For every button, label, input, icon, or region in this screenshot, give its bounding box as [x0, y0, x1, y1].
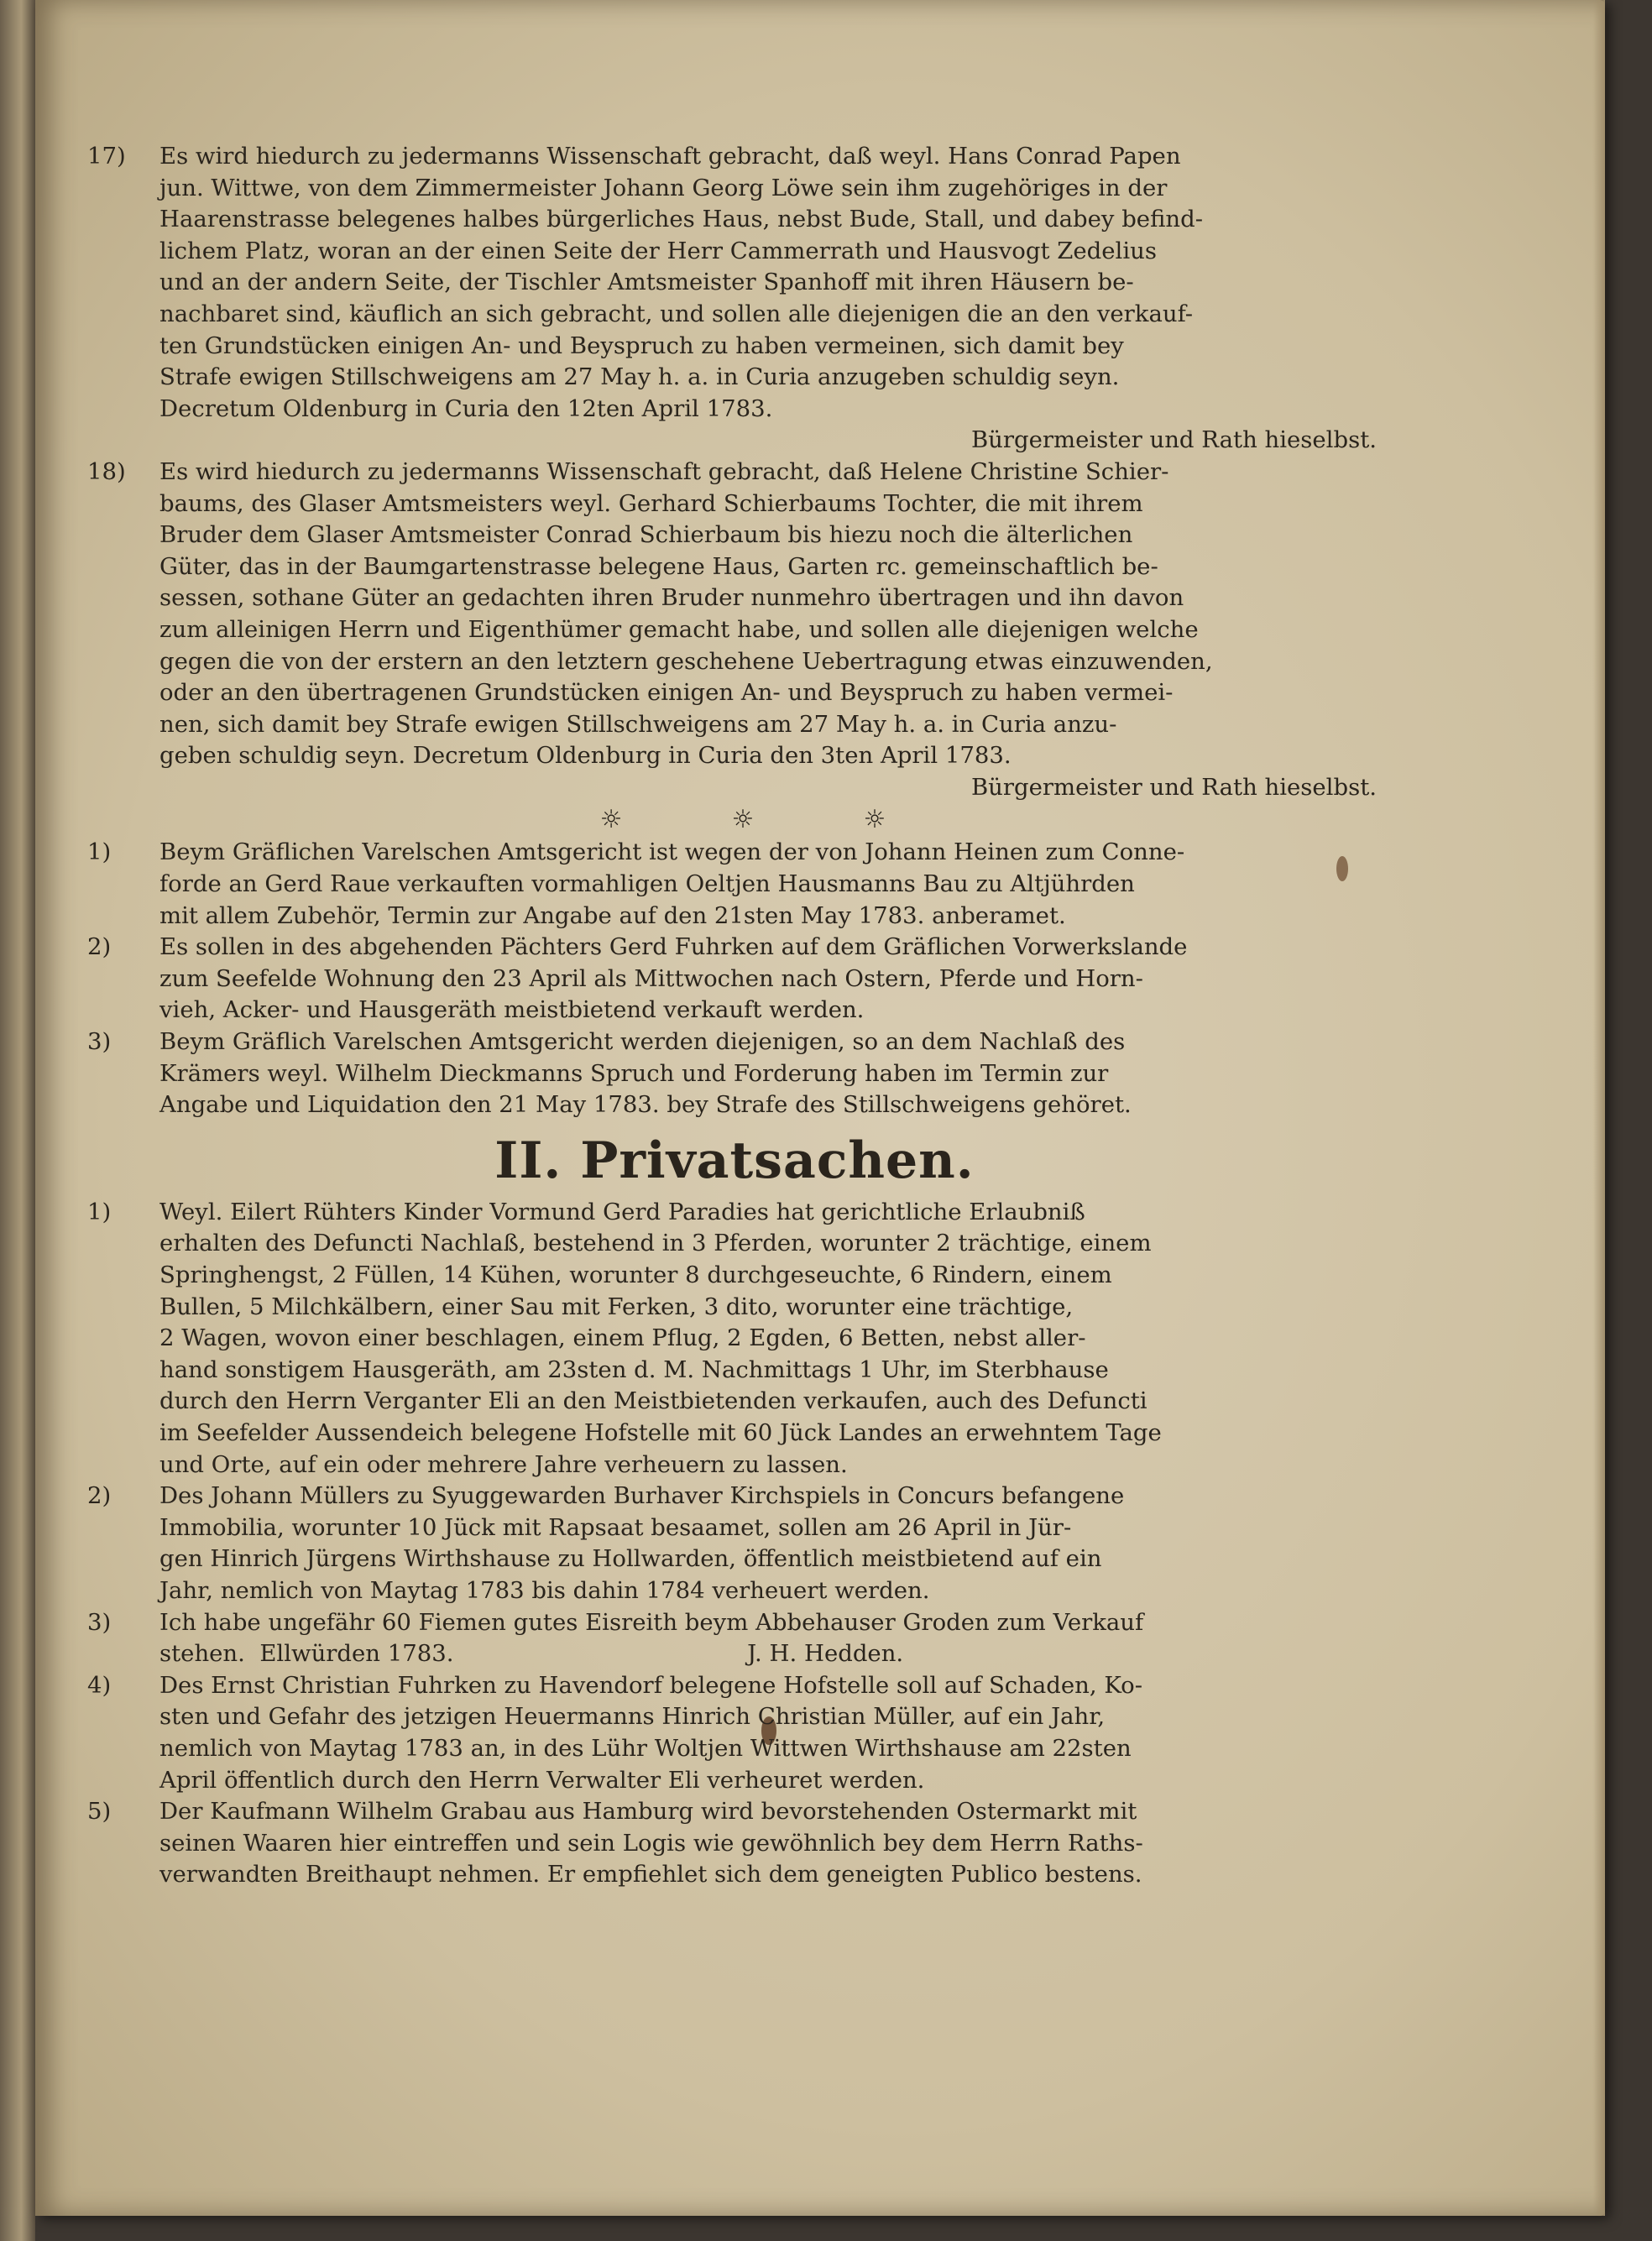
- text-line: nachbaret sind, käuflich an sich gebracht, und sollen alle diejenigen die an den verkauf-: [159, 300, 1194, 327]
- text-line: Es sollen in des abgehenden Pächters Gerd Fuhrken auf dem Gräflichen Vorwerkslande: [159, 933, 1188, 961]
- decree-line: Decretum Oldenburg in Curia den 12ten April 1783.: [159, 394, 773, 422]
- text-line: Des Johann Müllers zu Syuggewarden Burhaver Kirchspiels in Concurs befangene: [159, 1482, 1125, 1510]
- private-notice-4: [87, 1670, 1402, 1796]
- entry-number: 2): [87, 1482, 112, 1510]
- text-line: Beym Gräflich Varelschen Amtsgericht werden diejenigen, so an dem Nachlaß des: [159, 1028, 1126, 1056]
- text-line: Ich habe ungefähr 60 Fiemen gutes Eisreith beym Abbehauser Groden zum Verkauf: [159, 1608, 1144, 1636]
- varel-notice-1: [87, 837, 1402, 932]
- text-line: und an der andern Seite, der Tischler Amtsmeister Spanhoff mit ihren Häusern be-: [159, 269, 1134, 296]
- entry-number: 5): [87, 1798, 112, 1826]
- section-heading: II. Privatsachen.: [494, 1131, 975, 1190]
- varel-notice-2: [87, 932, 1402, 1026]
- text-line: erhalten des Defuncti Nachlaß, bestehend in 3 Pferden, worunter 2 trächtige, einem: [159, 1230, 1152, 1257]
- entry-number: 1): [87, 838, 112, 866]
- text-line: Immobilia, worunter 10 Jück mit Rapsaat besaamet, sollen am 26 April in Jür-: [159, 1513, 1072, 1541]
- entry-number: 18): [87, 457, 126, 485]
- entry-number: 1): [87, 1198, 112, 1225]
- sun-ornament-icon: ☼: [599, 805, 623, 835]
- signature: Bürgermeister und Rath hieselbst.: [970, 773, 1377, 801]
- text-line: sessen, sothane Güter an gedachten ihren Bruder nunmehro übertragen und ihn davon: [159, 584, 1184, 612]
- private-notice-2: [87, 1481, 1402, 1606]
- entry-number: 3): [87, 1608, 112, 1636]
- entry-number: 3): [87, 1028, 112, 1056]
- notice-17: [87, 141, 1402, 394]
- text-line: geben schuldig seyn. Decretum Oldenburg in Curia den 3ten April 1783.: [159, 742, 1012, 770]
- text-line: ten Grundstücken einigen An- und Beyspruch zu haben vermeinen, sich damit bey: [159, 332, 1124, 359]
- entry-number: 4): [87, 1671, 112, 1699]
- text-line: Bruder dem Glaser Amtsmeister Conrad Schierbaum bis hiezu noch die älterlichen: [159, 521, 1133, 549]
- text-line: Der Kaufmann Wilhelm Grabau aus Hamburg wird bevorstehenden Ostermarkt mit: [159, 1798, 1137, 1826]
- sun-ornament-icon: ☼: [731, 805, 755, 835]
- text-line: im Seefelder Aussendeich belegene Hofstelle mit 60 Jück Landes an erwehntem Tage: [159, 1418, 1162, 1446]
- ornament-divider: [118, 803, 1402, 837]
- text-line: durch den Herrn Verganter Eli an den Meistbietenden verkaufen, auch des Defuncti: [159, 1387, 1148, 1415]
- page-edge-shadow: [1593, 0, 1605, 2216]
- varel-notice-3: [87, 1026, 1402, 1121]
- text-line: baums, des Glaser Amtsmeisters weyl. Gerhard Schierbaums Tochter, die mit ihrem: [159, 489, 1143, 517]
- text-line: Bullen, 5 Milchkälbern, einer Sau mit Ferken, 3 dito, worunter eine trächtige,: [159, 1293, 1074, 1320]
- signature: Bürgermeister und Rath hieselbst.: [970, 426, 1377, 454]
- text-line: zum Seefelde Wohnung den 23 April als Mittwochen nach Ostern, Pferde und Horn-: [159, 964, 1143, 992]
- entry-number: 2): [87, 933, 112, 961]
- text-line: seinen Waaren hier eintreffen und sein Logis wie gewöhnlich bey dem Herrn Raths-: [159, 1829, 1143, 1857]
- text-line: jun. Wittwe, von dem Zimmermeister Johann Georg Löwe sein ihm zugehöriges in der: [159, 174, 1168, 201]
- page-text: [87, 141, 1402, 1891]
- text-line: hand sonstigem Hausgeräth, am 23sten d. M. Nachmittags 1 Uhr, im Sterbhause: [159, 1356, 1109, 1383]
- text-line: Es wird hiedurch zu jedermanns Wissenschaft gebracht, daß weyl. Hans Conrad Papen: [159, 143, 1181, 170]
- text-line: Haarenstrasse belegenes halbes bürgerliches Haus, nebst Bude, Stall, und dabey befind-: [159, 206, 1204, 233]
- text-line: Beym Gräflichen Varelschen Amtsgericht ist wegen der von Johann Heinen zum Conne-: [159, 838, 1185, 866]
- text-line: oder an den übertragenen Grundstücken einigen An- und Beyspruch zu haben vermei-: [159, 679, 1174, 707]
- private-notice-3: [87, 1607, 1402, 1670]
- text-line: Strafe ewigen Stillschweigens am 27 May h. a. in Curia anzugeben schuldig seyn.: [159, 363, 1120, 391]
- text-line: nen, sich damit bey Strafe ewigen Stillschweigens am 27 May h. a. in Curia anzu-: [159, 710, 1117, 738]
- text-line: Krämers weyl. Wilhelm Dieckmanns Spruch und Forderung haben im Termin zur: [159, 1059, 1109, 1087]
- text-line: vieh, Acker- und Hausgeräth meistbietend verkauft werden.: [159, 996, 865, 1024]
- text-line: Weyl. Eilert Rühters Kinder Vormund Gerd Paradies hat gerichtliche Erlaubniß: [159, 1198, 1085, 1225]
- text-line: Springhengst, 2 Füllen, 14 Kühen, worunter 8 durchgeseuchte, 6 Rindern, einem: [159, 1262, 1112, 1288]
- text-line: Angabe und Liquidation den 21 May 1783. bey Strafe des Stillschweigens gehöret.: [159, 1091, 1132, 1119]
- text-line: forde an Gerd Raue verkauften vormahligen Oeltjen Hausmanns Bau zu Altjührden: [159, 870, 1135, 898]
- text-line: verwandten Breithaupt nehmen. Er empfiehlet sich dem geneigten Publico bestens.: [159, 1861, 1142, 1888]
- text-line: nemlich von Maytag 1783 an, in des Lühr Woltjen Wittwen Wirthshause am 22sten: [159, 1734, 1132, 1762]
- text-line: gegen die von der erstern an den letztern geschehene Uebertragung etwas einzuwenden,: [159, 647, 1213, 675]
- text-line: Güter, das in der Baumgartenstrasse belegene Haus, Garten rc. gemeinschaftlich be-: [159, 552, 1158, 580]
- text-line: Es wird hiedurch zu jedermanns Wissenschaft gebracht, daß Helene Christine Schier-: [159, 457, 1169, 485]
- private-notice-1: [87, 1197, 1402, 1481]
- text-line: gen Hinrich Jürgens Wirthshause zu Hollwarden, öffentlich meistbietend auf ein: [159, 1545, 1102, 1573]
- sun-ornament-icon: ☼: [863, 805, 886, 835]
- text-line: sten und Gefahr des jetzigen Heuermanns Hinrich Christian Müller, auf ein Jahr,: [159, 1703, 1106, 1731]
- text-line: stehen. Ellwürden 1783. J. H. Hedden.: [159, 1640, 904, 1668]
- text-line: Des Ernst Christian Fuhrken zu Havendorf belegene Hofstelle soll auf Schaden, Ko-: [159, 1671, 1143, 1699]
- text-line: mit allem Zubehör, Termin zur Angabe auf den 21sten May 1783. anberamet.: [159, 901, 1066, 929]
- facing-page-edge: [0, 0, 35, 2241]
- private-notice-5: [87, 1796, 1402, 1891]
- text-line: April öffentlich durch den Herrn Verwalter Eli verheuret werden.: [159, 1766, 925, 1794]
- entry-number: 17): [87, 143, 126, 170]
- text-line: Jahr, nemlich von Maytag 1783 bis dahin 1784 verheuert werden.: [159, 1576, 930, 1604]
- text-line: lichem Platz, woran an der einen Seite der Herr Cammerrath und Hausvogt Zedelius: [159, 237, 1157, 264]
- text-line: und Orte, auf ein oder mehrere Jahre verheuern zu lassen.: [159, 1450, 848, 1478]
- text-line: zum alleinigen Herrn und Eigenthümer gemacht habe, und sollen alle diejenigen welche: [159, 615, 1199, 643]
- text-line: 2 Wagen, wovon einer beschlagen, einem Pflug, 2 Egden, 6 Betten, nebst aller-: [159, 1324, 1086, 1352]
- notice-18: [87, 457, 1402, 772]
